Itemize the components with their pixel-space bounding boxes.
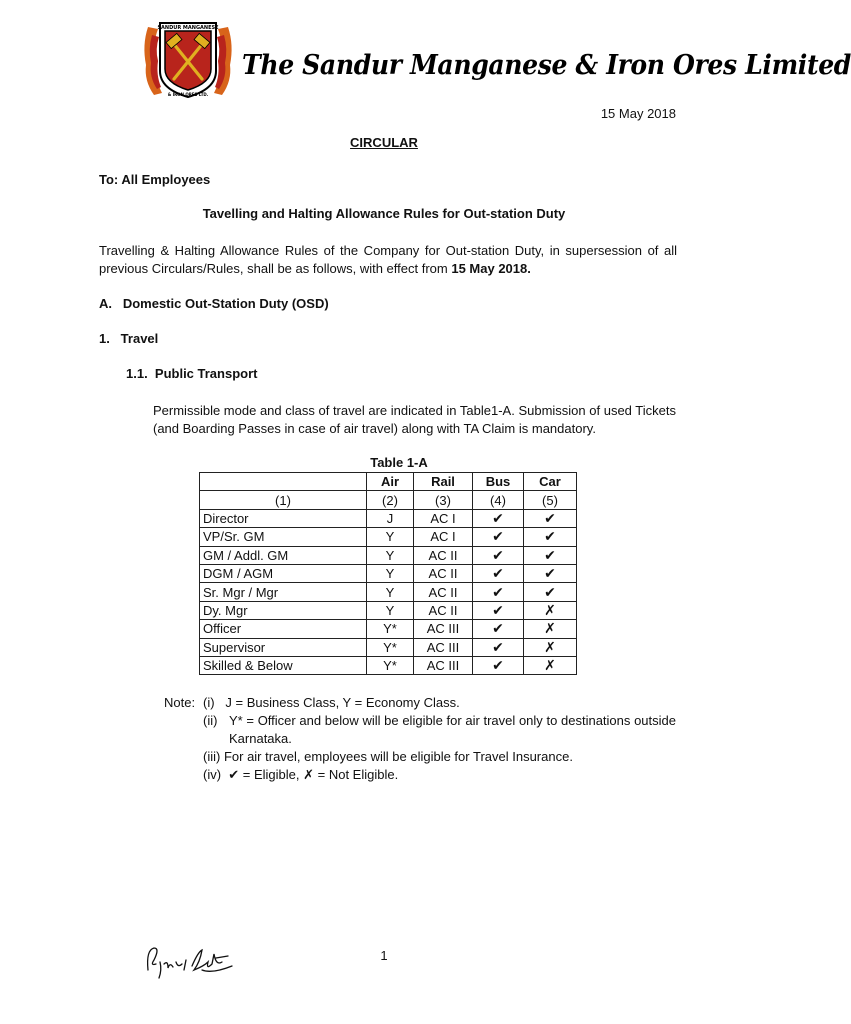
note-item: [164, 694, 676, 712]
section-1-1-heading: 1.1. Public Transport: [126, 366, 258, 381]
note-content: [203, 766, 676, 784]
table-header-cell: Car: [524, 473, 577, 491]
table-cell: Supervisor: [200, 638, 367, 656]
table-cell: AC I: [414, 509, 473, 527]
table-cell: J: [367, 509, 414, 527]
table-cell: ✔: [473, 528, 524, 546]
circular-date: 15 May 2018: [600, 106, 676, 121]
table-cell: ✔: [473, 620, 524, 638]
note-indent: [164, 766, 203, 784]
table-header-cell: Bus: [473, 473, 524, 491]
table-cell: Y: [367, 546, 414, 564]
table-cell: VP/Sr. GM: [200, 528, 367, 546]
table-cell: ✗: [524, 638, 577, 656]
note-item: [164, 712, 676, 748]
intro-paragraph: [99, 242, 677, 278]
table-cell: ✔: [524, 509, 577, 527]
table-cell: ✔: [473, 583, 524, 601]
note-content: [203, 748, 676, 766]
note-content: [203, 694, 676, 712]
table-cell: AC III: [414, 620, 473, 638]
note-indent: [164, 748, 203, 766]
table-cell: Y*: [367, 638, 414, 656]
section-1-heading: 1. Travel: [99, 331, 159, 346]
company-logo: [140, 15, 236, 101]
table-cell: AC II: [414, 564, 473, 582]
table-cell: ✔: [473, 546, 524, 564]
table-header-row: [200, 473, 577, 491]
table-caption: Table 1-A: [370, 455, 428, 470]
logo-text-bottom: & IRON ORES LTD.: [167, 92, 209, 97]
intro-text: Travelling & Halting Allowance Rules of the Company for Out-station Duty, in supersession of all previous Circulars/Rules, shall be as follows, with effect from: [99, 243, 677, 276]
table-cell: (3): [414, 491, 473, 509]
table-cell: ✔: [473, 509, 524, 527]
table-cell: Y: [367, 528, 414, 546]
note-item: [164, 748, 676, 766]
table-cell: (1): [200, 491, 367, 509]
circular-title: CIRCULAR: [350, 135, 418, 150]
table-cell: ✔: [473, 564, 524, 582]
table-cell: ✔: [524, 583, 577, 601]
table-cell: DGM / AGM: [200, 564, 367, 582]
note-text: J = Business Class, Y = Economy Class.: [225, 695, 460, 710]
table-cell: ✔: [524, 546, 577, 564]
table-cell: ✔: [524, 528, 577, 546]
note-text: ✔ = Eligible, ✗ = Not Eligible.: [228, 767, 399, 782]
note-label: Note:: [164, 695, 196, 710]
table-cell: Y: [367, 583, 414, 601]
table-row: [200, 528, 577, 546]
company-name: The Sandur Manganese & Iron Ores Limited: [242, 50, 851, 81]
page-number: 1: [380, 948, 388, 963]
table-cell: AC III: [414, 638, 473, 656]
travel-class-table: [199, 472, 577, 675]
table-row: [200, 620, 577, 638]
note-marker: (iv): [203, 767, 222, 782]
table-cell: Y*: [367, 656, 414, 674]
recipient-line: To: All Employees: [99, 172, 211, 187]
table-cell: ✔: [524, 564, 577, 582]
table-row: [200, 583, 577, 601]
note-item: [164, 766, 676, 784]
note-marker: (i): [203, 695, 215, 710]
table-header-cell: Air: [367, 473, 414, 491]
table-cell: ✗: [524, 620, 577, 638]
notes-block: [164, 694, 676, 784]
table-cell: ✔: [473, 638, 524, 656]
table-cell: Officer: [200, 620, 367, 638]
note-indent: [164, 712, 203, 748]
table-row: [200, 564, 577, 582]
table-header-cell: Rail: [414, 473, 473, 491]
table-number-row: [200, 491, 577, 509]
table-cell: Skilled & Below: [200, 656, 367, 674]
table-cell: ✔: [473, 656, 524, 674]
table-row: [200, 509, 577, 527]
note-text: Y* = Officer and below will be eligible for air travel only to destinations outside Karnataka.: [229, 713, 676, 746]
table-cell: AC II: [414, 601, 473, 619]
table-cell: ✔: [473, 601, 524, 619]
table-cell: AC III: [414, 656, 473, 674]
note-text: For air travel, employees will be eligible for Travel Insurance.: [223, 749, 573, 764]
table-cell: AC II: [414, 546, 473, 564]
table-cell: ✗: [524, 601, 577, 619]
table-row: [200, 601, 577, 619]
table-cell: (2): [367, 491, 414, 509]
table-cell: Dy. Mgr: [200, 601, 367, 619]
table-cell: GM / Addl. GM: [200, 546, 367, 564]
circular-subject: Tavelling and Halting Allowance Rules for Out-station Duty: [202, 206, 566, 221]
permissible-paragraph: Permissible mode and class of travel are indicated in Table1-A. Submission of used Tickets (and Boarding Passes in case of air travel) along with TA Claim is mandatory.: [153, 403, 676, 436]
table-row: [200, 638, 577, 656]
note-content: [203, 712, 676, 748]
table-cell: Y: [367, 564, 414, 582]
table-cell: AC I: [414, 528, 473, 546]
table-row: [200, 546, 577, 564]
intro-effective-date: 15 May 2018.: [451, 261, 531, 276]
table-cell: (4): [473, 491, 524, 509]
note-marker: (iii): [203, 749, 221, 764]
table-header-cell: [200, 473, 367, 491]
table-cell: Sr. Mgr / Mgr: [200, 583, 367, 601]
table-cell: Y*: [367, 620, 414, 638]
table-cell: Y: [367, 601, 414, 619]
logo-text-top: SANDUR MANGANESE: [157, 25, 219, 31]
table-cell: (5): [524, 491, 577, 509]
table-cell: AC II: [414, 583, 473, 601]
table-cell: Director: [200, 509, 367, 527]
note-marker: (ii): [203, 713, 218, 728]
table-row: [200, 656, 577, 674]
section-a-heading: A. Domestic Out-Station Duty (OSD): [99, 296, 329, 311]
table-cell: ✗: [524, 656, 577, 674]
